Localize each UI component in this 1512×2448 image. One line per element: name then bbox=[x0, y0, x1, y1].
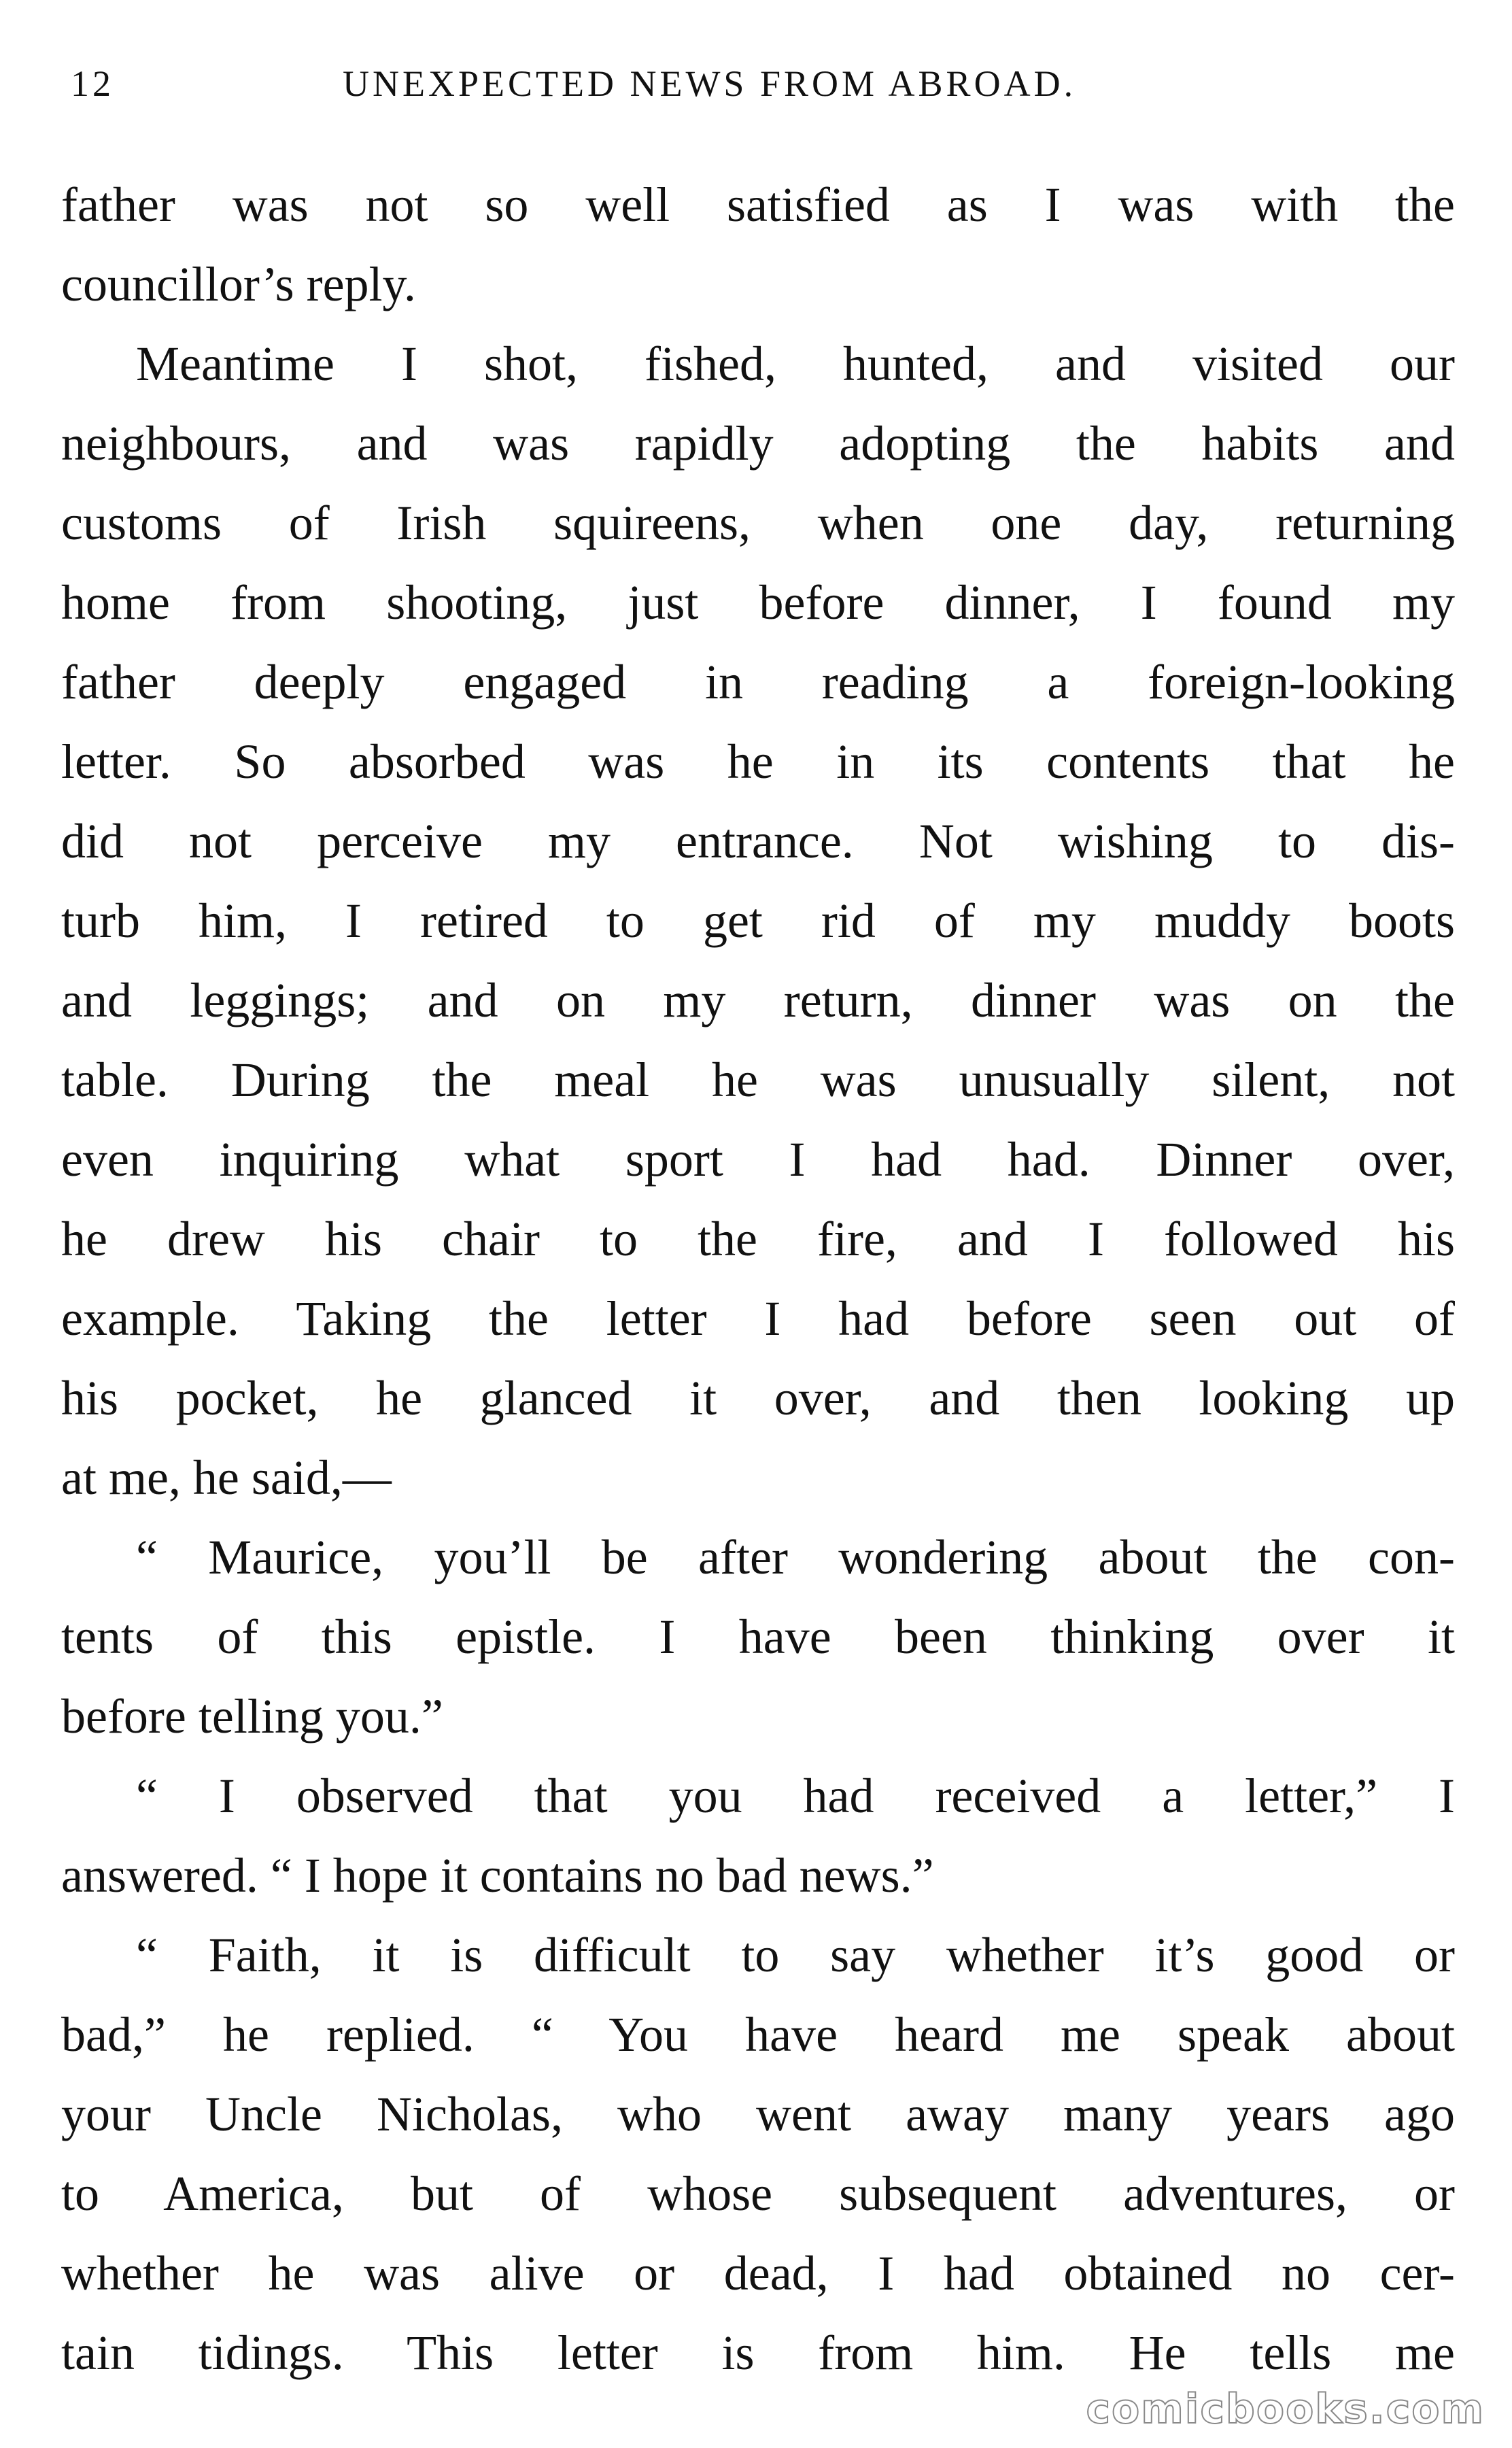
text-line: father was not so well satisfied as I was with the bbox=[61, 177, 1455, 232]
text-line: turb him, I retired to get rid of my muddy boots bbox=[61, 894, 1455, 948]
text-line: did not perceive my entrance. Not wishing to dis- bbox=[61, 814, 1455, 868]
text-line: example. Taking the letter I had before seen out of bbox=[61, 1291, 1455, 1346]
text-line: father deeply engaged in reading a foreign-looking bbox=[61, 655, 1455, 709]
text-line: whether he was alive or dead, I had obtained no cer- bbox=[61, 2246, 1455, 2300]
text-line: “ Faith, it is difficult to say whether it’s good or bbox=[136, 1928, 1455, 1982]
text-line: he drew his chair to the fire, and I followed his bbox=[61, 1212, 1455, 1266]
text-line: councillor’s reply. bbox=[61, 257, 416, 311]
text-line: “ Maurice, you’ll be after wondering about the con- bbox=[136, 1530, 1455, 1584]
text-line: his pocket, he glanced it over, and then looking up bbox=[61, 1371, 1455, 1425]
text-line: tents of this epistle. I have been thinking over it bbox=[61, 1610, 1455, 1664]
text-line: letter. So absorbed was he in its contents that he bbox=[61, 734, 1455, 789]
text-line: answered. “ I hope it contains no bad news.” bbox=[61, 1848, 934, 1903]
text-line: customs of Irish squireens, when one day, returning bbox=[61, 496, 1455, 550]
text-line: home from shooting, just before dinner, I found my bbox=[61, 575, 1455, 630]
page-number: 12 bbox=[71, 63, 114, 104]
running-head bbox=[71, 63, 1444, 110]
watermark: comicbooks.com bbox=[1086, 2385, 1485, 2433]
text-line: tain tidings. This letter is from him. He tells me bbox=[61, 2326, 1455, 2380]
running-title: UNEXPECTED NEWS FROM ABROAD. bbox=[343, 63, 1077, 104]
text-line: at me, he said,— bbox=[61, 1450, 392, 1505]
text-line: and leggings; and on my return, dinner was on the bbox=[61, 973, 1455, 1027]
text-line: bad,” he replied. “ You have heard me speak about bbox=[61, 2007, 1455, 2062]
text-line: table. During the meal he was unusually silent, not bbox=[61, 1053, 1455, 1107]
text-line: your Uncle Nicholas, who went away many years ago bbox=[61, 2087, 1455, 2141]
text-line: to America, but of whose subsequent adventures, or bbox=[61, 2166, 1455, 2221]
body-text bbox=[61, 165, 1455, 2393]
text-line: “ I observed that you had received a letter,” I bbox=[136, 1769, 1455, 1823]
text-line: neighbours, and was rapidly adopting the habits and bbox=[61, 416, 1455, 471]
text-line: Meantime I shot, fished, hunted, and visited our bbox=[136, 337, 1455, 391]
text-line: before telling you.” bbox=[61, 1689, 443, 1744]
text-line: even inquiring what sport I had had. Dinner over, bbox=[61, 1132, 1455, 1187]
